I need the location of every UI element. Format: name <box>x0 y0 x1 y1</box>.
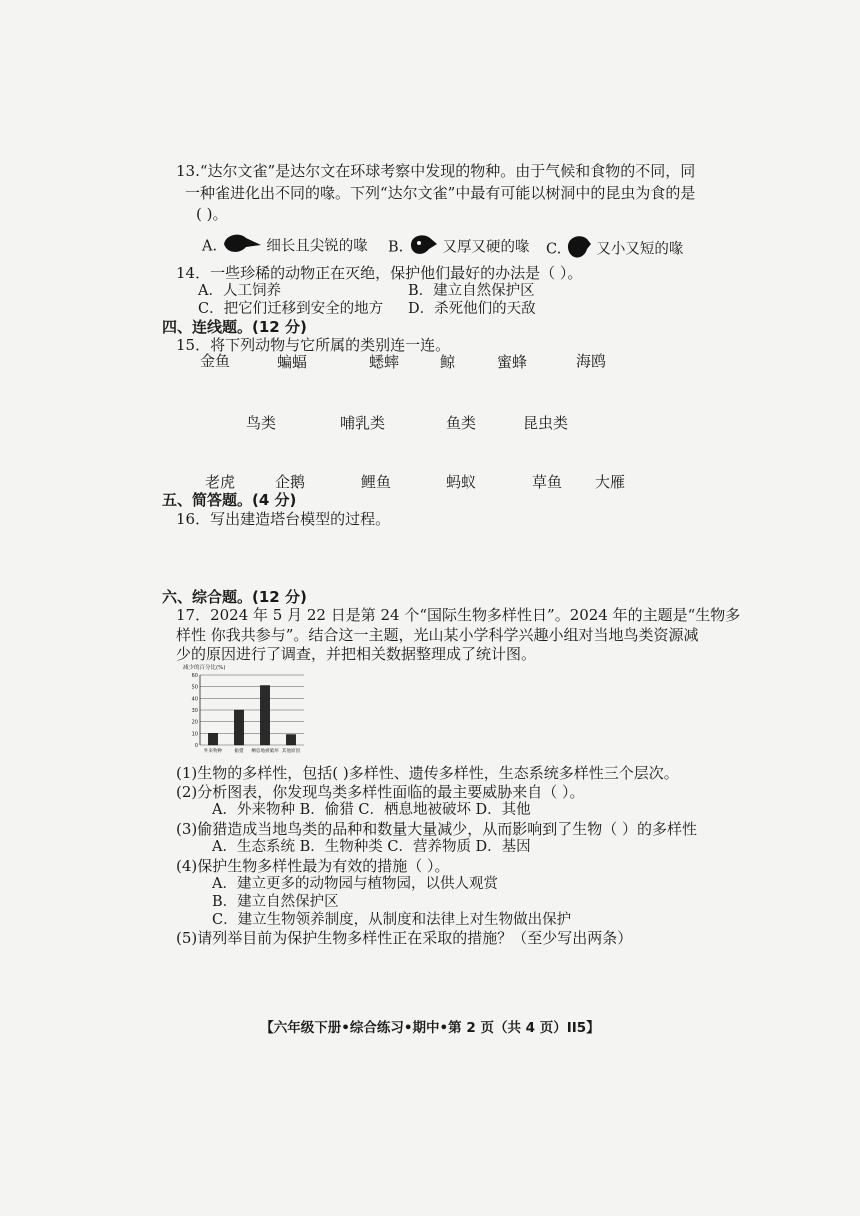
chart-y-tick-label: 0 <box>194 743 198 749</box>
q17-part5: (5)请列举目前为保护生物多样性正在采取的措施？（至少写出两条） <box>176 929 633 947</box>
chart-ylabel: 减少的百分比(%) <box>183 665 226 671</box>
category: 哺乳类 <box>340 414 386 432</box>
category: 鸟类 <box>246 414 277 432</box>
bottom-animal: 蚂蚁 <box>446 473 477 491</box>
chart-y-tick-label: 30 <box>191 708 198 714</box>
chart-bars <box>208 686 295 746</box>
q14-stem: 14．一些珍稀的动物正在灭绝，保护他们最好的办法是（ ）。 <box>176 264 583 282</box>
section-5-heading: 五、简答题。(4 分) <box>162 491 297 509</box>
chart-x-ticks <box>204 747 301 754</box>
chart-y-tick-label: 40 <box>191 696 198 703</box>
bottom-animal: 大雁 <box>595 473 626 491</box>
top-animal: 鲸 <box>440 353 456 371</box>
chart-bar <box>208 733 217 745</box>
q17-part2: (2)分析图表，你发现鸟类多样性面临的最主要威胁来自（ ）。 <box>176 783 585 801</box>
chart-x-tick-label: 栖息地被破坏 <box>251 749 279 754</box>
top-animal: 蝙蝠 <box>277 353 308 371</box>
q14-option-a: A．人工饲养 <box>198 283 281 299</box>
chart-x-tick-label: 偷猎 <box>234 749 244 754</box>
q14-option-d: D．杀死他们的天敌 <box>408 301 536 317</box>
chart-y-tick-label: 10 <box>191 731 198 738</box>
q17-part3: (3)偷猎造成当地鸟类的品种和数量大量减少，从而影响到了生物（ ）的多样性 <box>176 820 698 838</box>
chart-bar <box>286 735 295 746</box>
chart-x-tick-label: 外来物种 <box>203 749 223 754</box>
option-b-label: B. <box>388 239 404 256</box>
q16-stem: 16．写出建造塔台模型的过程。 <box>176 510 391 528</box>
q17-part4-option-a: A．建立更多的动物园与植物园，以供人观赏 <box>212 876 498 892</box>
q17-line2: 样性 你我共参与”。结合这一主题，光山某小学科学兴趣小组对当地鸟类资源减 <box>176 626 699 644</box>
top-animal: 海鸥 <box>576 352 607 370</box>
long-beak-icon <box>222 232 262 261</box>
chart-y-ticks <box>192 673 198 749</box>
option-a-label: A. <box>202 238 218 255</box>
chart-y-tick-label: 20 <box>191 719 198 726</box>
bottom-animal: 鲤鱼 <box>361 473 392 491</box>
bottom-animal: 老虎 <box>205 473 236 491</box>
q13-line2: 一种雀进化出不同的喙。下列“达尔文雀”中最有可能以树洞中的昆虫为食的是 <box>185 184 696 202</box>
q17-part1: (1)生物的多样性，包括( )多样性、遗传多样性，生态系统多样性三个层次。 <box>176 764 679 782</box>
chart-bar <box>234 710 243 745</box>
option-c-label: C. <box>546 241 562 258</box>
section-6-heading: 六、综合题。(12 分) <box>162 588 307 606</box>
q17-part4: (4)保护生物多样性最为有效的措施（ ）。 <box>176 857 450 875</box>
chart-svg <box>183 663 308 755</box>
bird-decline-chart <box>183 663 308 755</box>
chart-bar <box>260 686 269 746</box>
q13-line1: 13.“达尔文雀”是达尔文在环球考察中发现的物种。由于气候和食物的不同，同 <box>176 162 696 180</box>
q17-part2-options: A．外来物种 B．偷猎 C．栖息地被破坏 D．其他 <box>212 802 531 818</box>
bottom-animal: 企鹅 <box>275 473 306 491</box>
q17-part4-option-b: B．建立自然保护区 <box>212 894 339 910</box>
category: 鱼类 <box>446 414 477 432</box>
q15-stem: 15．将下列动物与它所属的类别连一连。 <box>176 336 451 354</box>
q13-option-b <box>388 232 529 263</box>
option-a-text: 细长且尖锐的喙 <box>266 238 368 255</box>
short-beak-icon <box>566 232 592 267</box>
q17-line3: 少的原因进行了调查，并把相关数据整理成了统计图。 <box>176 645 537 663</box>
category: 昆虫类 <box>523 414 569 432</box>
top-animal: 蟋蟀 <box>369 353 400 371</box>
chart-x-tick-label: 其他原因 <box>281 749 301 754</box>
q17-part4-option-c: C．建立生物领养制度，从制度和法律上对生物做出保护 <box>212 912 572 928</box>
q13-line3: ( )。 <box>196 205 228 223</box>
bottom-animal: 草鱼 <box>532 473 563 491</box>
thick-beak-icon <box>408 232 438 263</box>
q14-option-c: C．把它们迁移到安全的地方 <box>198 301 384 317</box>
top-animal: 蜜蜂 <box>497 353 528 371</box>
top-animal: 金鱼 <box>200 352 231 370</box>
chart-y-tick-label: 60 <box>191 673 198 679</box>
q17-part3-options: A．生态系统 B．生物种类 C．营养物质 D．基因 <box>212 839 531 855</box>
q13-option-c <box>546 232 683 267</box>
page-footer: 【六年级下册•综合练习•期中•第 2 页（共 4 页）II5】 <box>260 1020 600 1036</box>
chart-y-tick-label: 50 <box>191 684 198 691</box>
q14-option-b: B．建立自然保护区 <box>408 283 535 299</box>
option-c-text: 又小又短的喙 <box>596 241 684 258</box>
q17-line1: 17．2024 年 5 月 22 日是第 24 个“国际生物多样性日”。2024 年的主题是“生物多 <box>176 606 741 624</box>
q13-option-a <box>202 232 368 261</box>
section-4-heading: 四、连线题。(12 分) <box>162 318 307 336</box>
option-b-text: 又厚又硬的喙 <box>442 239 530 256</box>
